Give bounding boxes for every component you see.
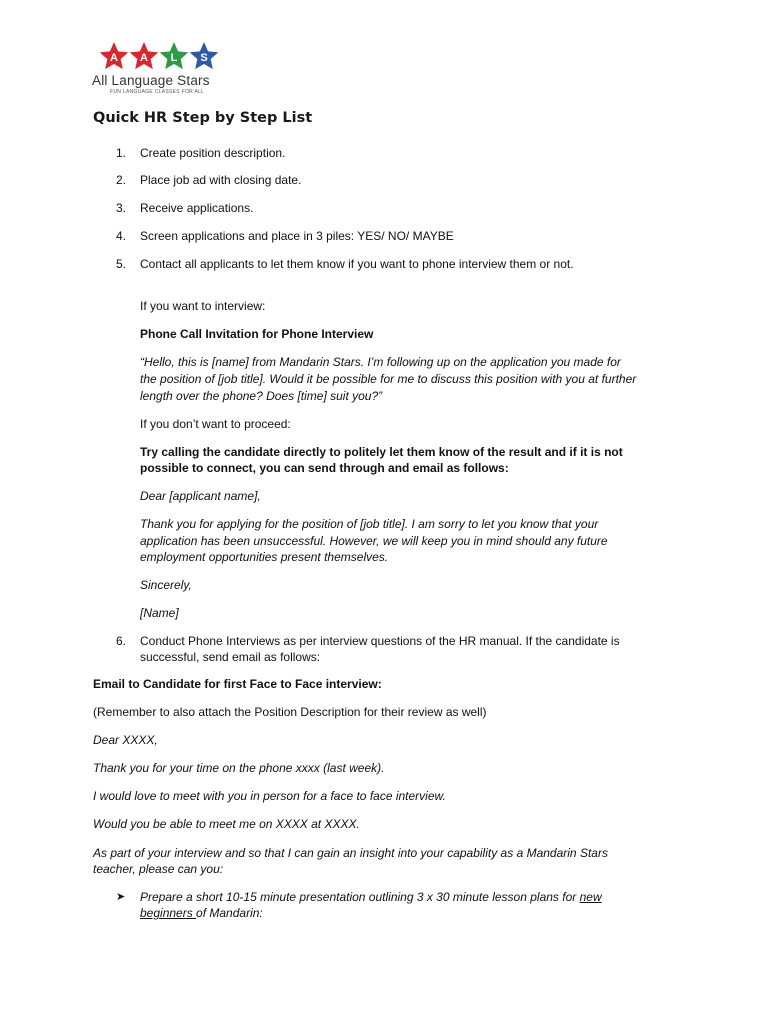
step-number: 6. <box>115 634 126 648</box>
step-text: Screen applications and place in 3 piles: YES/ NO/ MAYBE <box>140 229 454 243</box>
bullet-text: of Mandarin: <box>196 906 263 920</box>
page-title: Quick HR Step by Step List <box>93 110 313 126</box>
decline-greeting: Dear [applicant name], <box>140 489 261 503</box>
step-number: 2. <box>115 173 126 187</box>
decline-intro: If you don’t want to proceed: <box>140 417 291 431</box>
phone-script-line: length over the phone? Does [time] suit you?” <box>140 389 383 403</box>
step-text: successful, send email as follows: <box>140 650 321 664</box>
step-number: 1. <box>115 146 126 160</box>
decline-instruction-line: Try calling the candidate directly to politely let them know of the result and if it is not <box>140 445 623 459</box>
face-email-heading: Email to Candidate for first Face to Face interview: <box>93 677 382 691</box>
step-text: Conduct Phone Interviews as per interview questions of the HR manual. If the candidate is <box>140 634 620 648</box>
phone-script-line: “Hello, this is [name] from Mandarin Stars. I’m following up on the application you made for <box>140 355 621 369</box>
face-email-greeting: Dear XXXX, <box>93 733 158 747</box>
logo-tagline: FUN LANGUAGE CLASSES FOR ALL <box>110 89 205 95</box>
face-email-paragraph: As part of your interview and so that I can gain an insight into your capability as a Mandarin Stars <box>93 846 608 860</box>
decline-instruction-line: possible to connect, you can send through and email as follows: <box>140 461 509 475</box>
interview-intro: If you want to interview: <box>140 299 266 313</box>
logo-star-letter: L <box>170 52 178 64</box>
decline-signature: [Name] <box>140 606 179 620</box>
decline-body-line: application has been unsuccessful. However, we will keep you in mind should any future <box>140 534 608 548</box>
arrow-bullet-icon: ➤ <box>116 891 126 903</box>
decline-closing: Sincerely, <box>140 578 192 592</box>
face-email-paragraph: Thank you for your time on the phone xxxx (last week). <box>93 761 385 775</box>
decline-body-line: Thank you for applying for the position of [job title]. I am sorry to let you know that your <box>140 517 599 531</box>
face-email-paragraph: I would love to meet with you in person for a face to face interview. <box>93 789 446 803</box>
decline-body-line: employment opportunities present themselves. <box>140 550 389 564</box>
step-text: Place job ad with closing date. <box>140 173 302 187</box>
step-text: Receive applications. <box>140 201 254 215</box>
bullet-item-line <box>140 889 602 905</box>
logo-star-letter: A <box>140 52 148 64</box>
face-email-paragraph: Would you be able to meet me on XXXX at XXXX. <box>93 817 360 831</box>
bullet-item-line <box>140 905 263 921</box>
bullet-underlined-text: new <box>579 890 602 904</box>
logo-stars-icon <box>92 40 242 74</box>
bullet-text: Prepare a short 10-15 minute presentation outlining 3 x 30 minute lesson plans for <box>140 890 580 904</box>
step-text: Create position description. <box>140 146 286 160</box>
company-logo <box>92 40 242 100</box>
phone-script-line: the position of [job title]. Would it be possible for me to discuss this position with you at further <box>140 372 637 386</box>
bullet-underlined-text: beginners <box>140 906 197 920</box>
step-number: 4. <box>115 229 126 243</box>
step-number: 3. <box>115 201 126 215</box>
logo-star-letter: S <box>200 52 208 64</box>
step-number: 5. <box>115 257 126 271</box>
logo-star-letter: A <box>110 52 118 64</box>
face-email-paragraph: teacher, please can you: <box>93 862 224 876</box>
face-email-note: (Remember to also attach the Position Description for their review as well) <box>93 705 487 719</box>
logo-company-name: All Language Stars <box>92 73 210 88</box>
phone-invitation-heading: Phone Call Invitation for Phone Interview <box>140 327 374 341</box>
step-text: Contact all applicants to let them know if you want to phone interview them or not. <box>140 257 574 271</box>
